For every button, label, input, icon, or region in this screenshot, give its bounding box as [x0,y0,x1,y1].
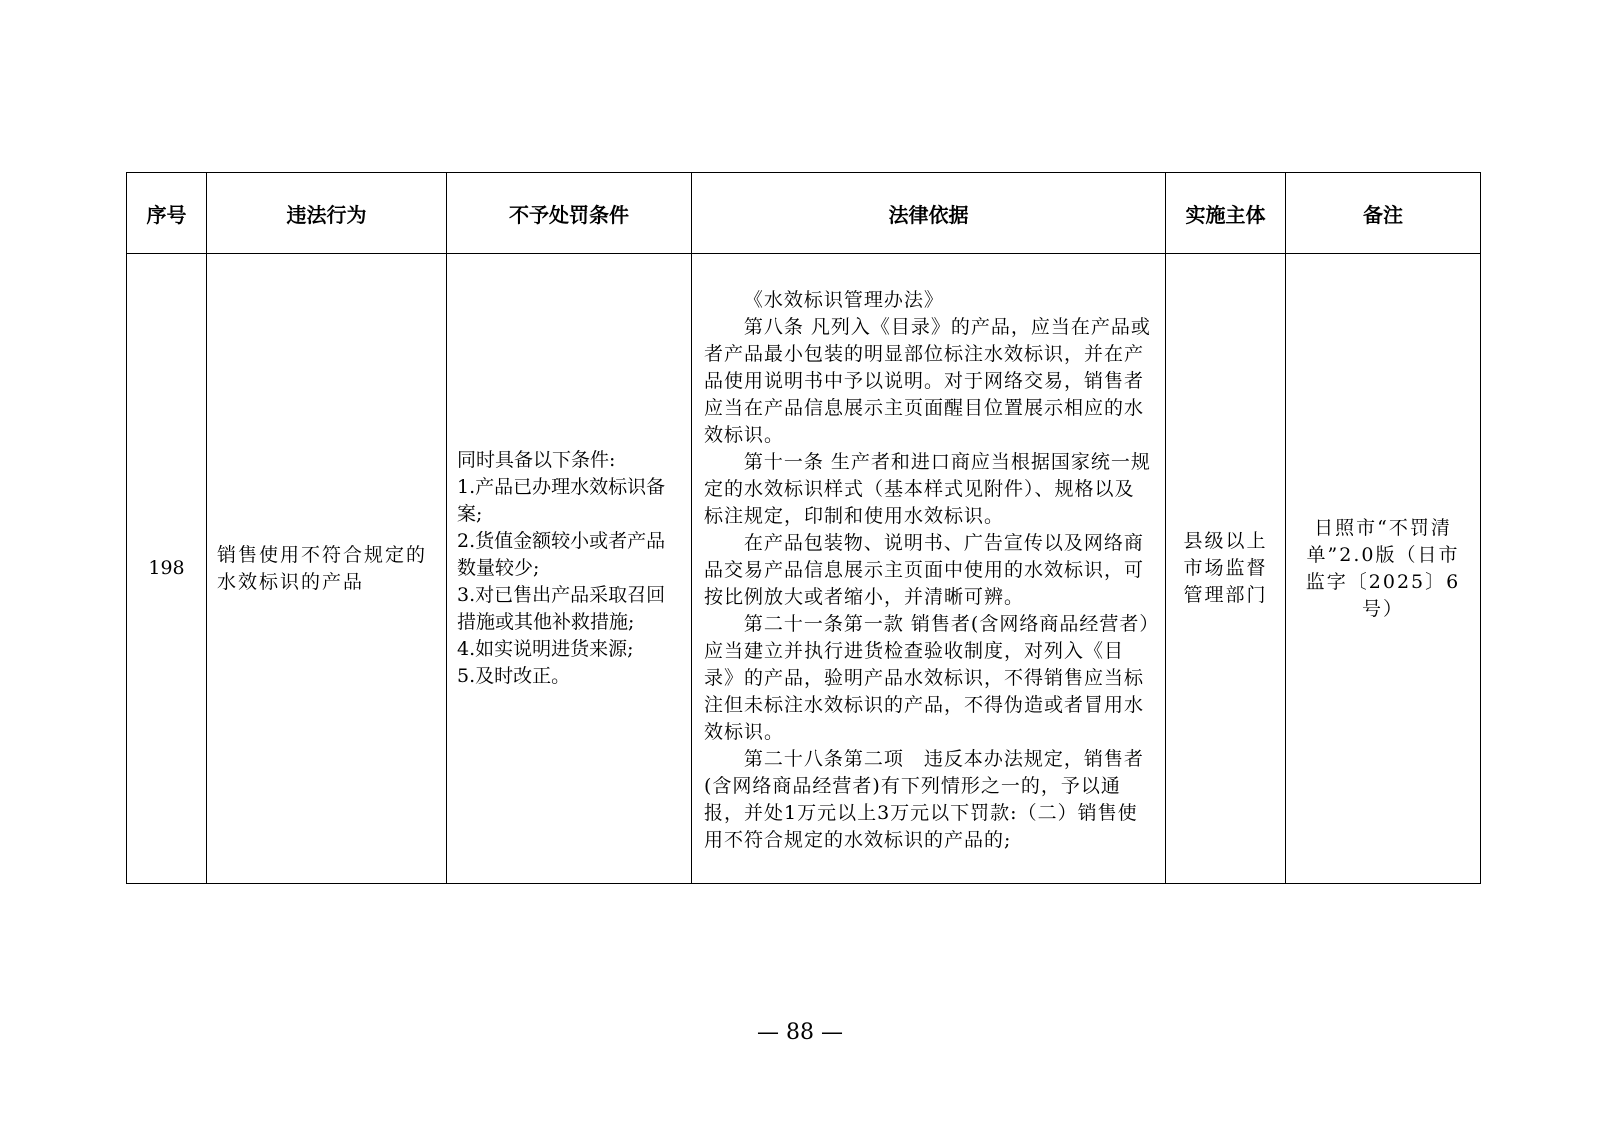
cell-enforcement-body: 县级以上市场监督管理部门 [1166,254,1286,884]
law-article: 第八条 凡列入《目录》的产品，应当在产品或者产品最小包装的明显部位标注水效标识，并在产品使用说明书中予以说明。对于网络交易，销售者应当在产品信息展示主页面醒目位置展示相应的水效标识。 [704,316,1151,446]
condition-intro: 同时具备以下条件: [457,449,616,471]
table-row [127,254,1481,884]
header-enforcement-body: 实施主体 [1166,173,1286,254]
condition-item: 5.及时改正。 [457,665,571,687]
cell-violation: 销售使用不符合规定的水效标识的产品 [207,254,447,884]
page-number: — 88 — [757,1020,843,1045]
header-remarks: 备注 [1286,173,1481,254]
condition-item: 4.如实说明进货来源; [457,638,634,660]
penalty-exemption-table [126,172,1481,884]
header-legal-basis: 法律依据 [692,173,1166,254]
cell-legal-basis [692,254,1166,884]
law-article: 第十一条 生产者和进口商应当根据国家统一规定的水效标识样式（基本样式见附件）、规格以及标注规定，印制和使用水效标识。 [704,451,1151,527]
table-header-row [127,173,1481,254]
cell-exemption-conditions [447,254,692,884]
cell-serial-number: 198 [127,254,207,884]
header-violation: 违法行为 [207,173,447,254]
law-article: 第二十八条第二项 违反本办法规定，销售者(含网络商品经营者)有下列情形之一的，予以通报，并处1万元以上3万元以下罚款:（二）销售使用不符合规定的水效标识的产品的; [704,748,1144,851]
cell-remarks: 日照市“不罚清单”2.0版（日市监字〔2025〕6号） [1286,254,1481,884]
header-serial-number: 序号 [127,173,207,254]
condition-item: 2.货值金额较小或者产品数量较少; [457,530,666,579]
condition-item: 1.产品已办理水效标识备案; [457,476,666,525]
law-title: 《水效标识管理办法》 [743,289,944,311]
law-article: 第二十一条第一款 销售者(含网络商品经营者）应当建立并执行进货检查验收制度，对列入《目录》的产品，验明产品水效标识，不得销售应当标注但未标注水效标识的产品，不得伪造或者冒用水效标识。 [704,613,1150,743]
header-exemption-conditions: 不予处罚条件 [447,173,692,254]
law-article: 在产品包装物、说明书、广告宣传以及网络商品交易产品信息展示主页面中使用的水效标识，可按比例放大或者缩小，并清晰可辨。 [704,532,1145,608]
condition-item: 3.对已售出产品采取召回措施或其他补救措施; [457,584,666,633]
